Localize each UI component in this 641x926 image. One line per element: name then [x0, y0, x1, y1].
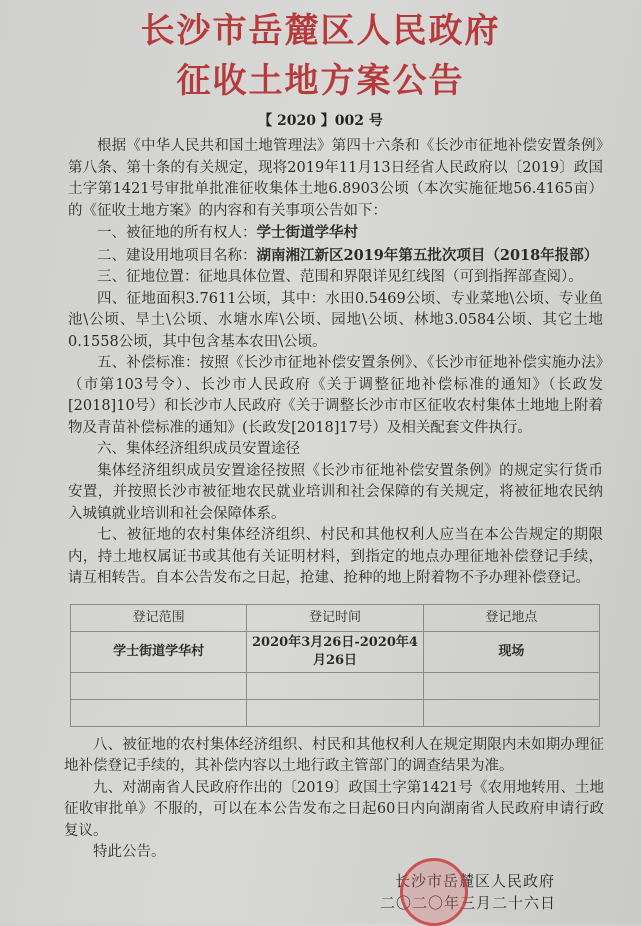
notice-body-continued — [64, 735, 604, 864]
title-line-1: 长沙市岳麓区人民政府 — [140, 11, 501, 51]
item-6-body: 集体经济组织成员安置途径按照《长沙市征地补偿安置条例》的规定实行货币安置，并按照长沙市被征地农民就业培训和社会保障的有关规定，将被征地农民纳入城镇就业培训和社会保障体系。 — [68, 462, 603, 522]
item-1-value: 学士街道学华村 — [256, 224, 358, 241]
closing: 特此公告。 — [93, 844, 166, 860]
table-header: 登记地点 — [423, 604, 599, 631]
table-cell-empty — [423, 699, 599, 726]
item-2-value: 湖南湘江新区2019年第五批次项目（2018年报部） — [256, 246, 599, 264]
item-9: 九、对湖南省人民政府作出的〔2019〕政国土字第1421号《农用地转用、土地征收审批单》不服的，可以在本公告发布之日起60日内向湖南省人民政府申请行政复议。 — [64, 779, 604, 839]
table-row-empty — [71, 672, 600, 699]
item-5: 五、补偿标准：按照《长沙市征地补偿安置条例》、《长沙市征地补偿实施办法》（市第103号令）、长沙市人民政府《关于调整征地补偿标准的通知》（长政发[2018]10号）和长沙市人民政府《关于调整长沙市市区征收农村集体土地地上附着物及青苗补偿标准的通知》(长政发[2018]17号）及相关配套文件执行。 — [68, 355, 603, 436]
signature-org: 长沙市岳麓区人民政府 — [395, 871, 556, 890]
intro-paragraph: 根据《中华人民共和国土地管理法》第四十六条和《长沙市征地补偿安置条例》第八条、第十条的有关规定，现将2019年11月13日经省人民政府以〔2019〕政国土字第1421号审批单批准征收集体土地6.8903公顷（本次实施征地56.4165亩）的《征收土地方案》的内容和有关事项公告如下： — [68, 138, 603, 219]
table-row-empty — [71, 699, 600, 726]
table-cell-empty — [423, 672, 599, 699]
table-header: 登记范围 — [71, 604, 247, 631]
signature-date: 二〇二〇年三月二十六日 — [380, 893, 557, 912]
item-3: 三、征地位置：征地具体位置、范围和界限详见红线图（可到指挥部查阅）。 — [97, 269, 583, 285]
table-cell-empty — [71, 699, 247, 726]
item-1 — [68, 222, 603, 245]
table-cell: 2020年3月26日-2020年4月26日 — [247, 631, 423, 672]
table-header: 登记时间 — [247, 604, 423, 631]
item-4: 四、征地面积3.7611公顷，其中：水田0.5469公顷、专业菜地\公顷、专业鱼池\公顷、旱土\公顷、水塘水库\公顷、园地\公顷、林地3.0584公顷、其它土地0.1558公顷，其中包含基本农田\公顷。 — [68, 290, 603, 350]
item-8: 八、被征地的农村集体经济组织、村民和其他权利人在规定期限内未如期办理征地补偿登记手续的，其补偿内容以土地行政主管部门的调查结果为准。 — [64, 736, 604, 774]
registration-table — [70, 604, 600, 727]
item-1-label: 一、被征地的所有权人： — [97, 225, 257, 241]
item-6-heading: 六、集体经济组织成员安置途径 — [97, 441, 300, 457]
table-header-row — [71, 604, 600, 631]
item-2 — [68, 245, 603, 268]
title-line-2: 征收土地方案公告 — [176, 61, 465, 101]
notice-body — [68, 136, 603, 590]
table-cell: 现场 — [423, 631, 599, 672]
document-number: 【 2020 】002 号 — [258, 113, 383, 129]
item-2-label: 二、建设用地项目名称： — [97, 247, 257, 264]
table-cell: 学士街道学华村 — [71, 631, 247, 672]
signature-block — [380, 870, 620, 914]
table-cell-empty — [247, 699, 423, 726]
table-cell-empty — [71, 672, 247, 699]
item-7: 七、被征地的农村集体经济组织、村民和其他权利人应当在本公告规定的期限内，持土地权属证书或其他有关证明材料，到指定的地点办理征地补偿登记手续，请互相转告。自本公告发布之日起，抢建、抢种的地上附着物不予办理补偿登记。 — [68, 527, 603, 586]
table-cell-empty — [247, 672, 423, 699]
table-row — [71, 631, 600, 672]
